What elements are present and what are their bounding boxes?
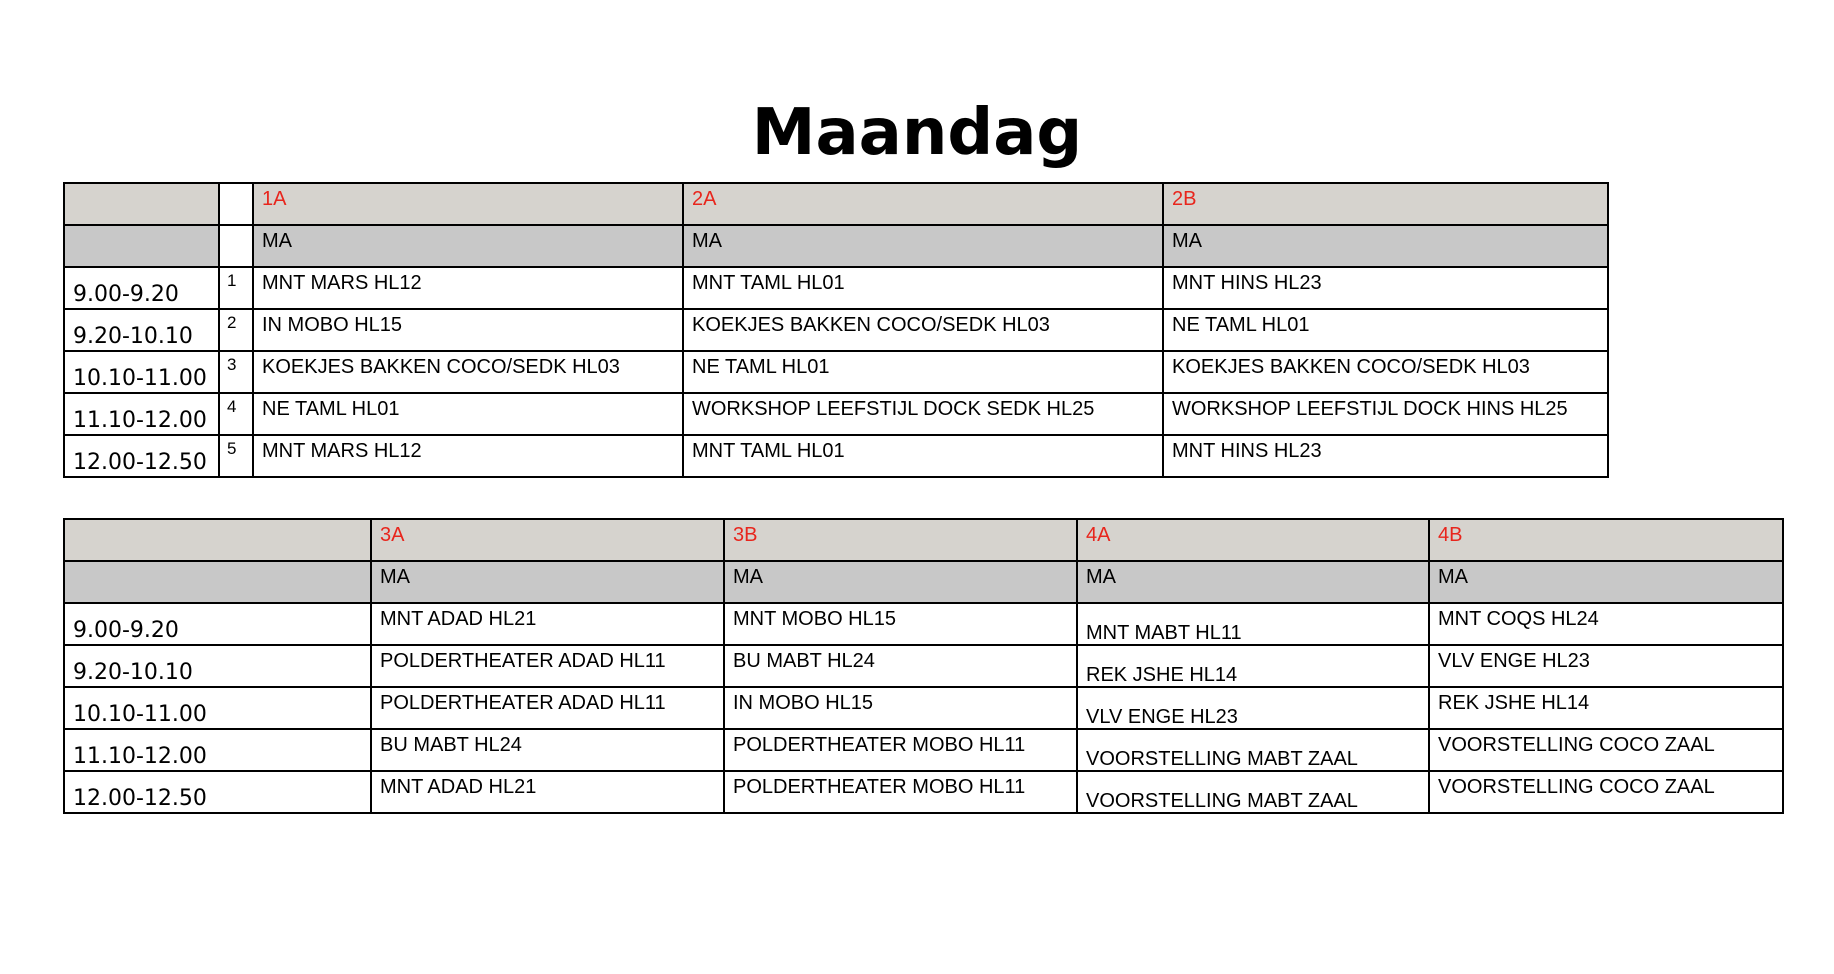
day-label: MA	[1429, 561, 1783, 603]
lesson-cell: REK JSHE HL14	[1077, 645, 1429, 687]
group-header: 4B	[1429, 519, 1783, 561]
lesson-cell: BU MABT HL24	[371, 729, 724, 771]
day-label: MA	[253, 225, 683, 267]
lesson-cell: NE TAML HL01	[1163, 309, 1608, 351]
day-label: MA	[724, 561, 1077, 603]
lesson-cell: KOEKJES BAKKEN COCO/SEDK HL03	[683, 309, 1163, 351]
table-row	[64, 435, 1608, 477]
page-title: Maandag	[751, 96, 1083, 170]
time-cell: 9.20-10.10	[64, 309, 219, 351]
table-row	[64, 687, 1783, 729]
lesson-cell: POLDERTHEATER MOBO HL11	[724, 771, 1077, 813]
period-number: 4	[219, 393, 253, 435]
lesson-cell: NE TAML HL01	[683, 351, 1163, 393]
time-cell: 12.00-12.50	[64, 435, 219, 477]
group-header: 3A	[371, 519, 724, 561]
lesson-cell: VOORSTELLING MABT ZAAL	[1077, 771, 1429, 813]
day-label: MA	[1163, 225, 1608, 267]
lesson-cell: VLV ENGE HL23	[1077, 687, 1429, 729]
day-label: MA	[371, 561, 724, 603]
lesson-cell: IN MOBO HL15	[724, 687, 1077, 729]
lesson-cell: MNT TAML HL01	[683, 267, 1163, 309]
group-header: 1A	[253, 183, 683, 225]
group-header: 2B	[1163, 183, 1608, 225]
table-row	[64, 603, 1783, 645]
day-label: MA	[683, 225, 1163, 267]
table-row	[64, 393, 1608, 435]
lesson-cell: VOORSTELLING COCO ZAAL	[1429, 771, 1783, 813]
period-number: 5	[219, 435, 253, 477]
header-empty-cell	[219, 225, 253, 267]
day-header-row	[64, 561, 1783, 603]
lesson-cell: POLDERTHEATER MOBO HL11	[724, 729, 1077, 771]
group-header: 3B	[724, 519, 1077, 561]
period-number: 3	[219, 351, 253, 393]
lesson-cell: MNT MOBO HL15	[724, 603, 1077, 645]
header-empty-cell	[64, 225, 219, 267]
lesson-cell: MNT HINS HL23	[1163, 267, 1608, 309]
lesson-cell: WORKSHOP LEEFSTIJL DOCK HINS HL25	[1163, 393, 1608, 435]
time-cell: 10.10-11.00	[64, 687, 371, 729]
lesson-cell: MNT MARS HL12	[253, 435, 683, 477]
lesson-cell: WORKSHOP LEEFSTIJL DOCK SEDK HL25	[683, 393, 1163, 435]
group-header: 2A	[683, 183, 1163, 225]
group-header-row	[64, 519, 1783, 561]
lesson-cell: MNT COQS HL24	[1429, 603, 1783, 645]
lesson-cell: MNT MARS HL12	[253, 267, 683, 309]
lesson-cell: NE TAML HL01	[253, 393, 683, 435]
lesson-cell: VLV ENGE HL23	[1429, 645, 1783, 687]
lesson-cell: KOEKJES BAKKEN COCO/SEDK HL03	[253, 351, 683, 393]
lesson-cell: IN MOBO HL15	[253, 309, 683, 351]
lesson-cell: MNT MABT HL11	[1077, 603, 1429, 645]
time-cell: 11.10-12.00	[64, 393, 219, 435]
time-cell: 12.00-12.50	[64, 771, 371, 813]
lesson-cell: MNT TAML HL01	[683, 435, 1163, 477]
header-empty-cell	[64, 561, 371, 603]
period-number: 2	[219, 309, 253, 351]
table-row	[64, 267, 1608, 309]
time-cell: 9.20-10.10	[64, 645, 371, 687]
table-row	[64, 351, 1608, 393]
table-row	[64, 309, 1608, 351]
time-cell: 9.00-9.20	[64, 603, 371, 645]
table-row	[64, 645, 1783, 687]
table-row	[64, 729, 1783, 771]
day-header-row	[64, 225, 1608, 267]
header-empty-cell	[64, 183, 219, 225]
lesson-cell: POLDERTHEATER ADAD HL11	[371, 687, 724, 729]
table-row	[64, 771, 1783, 813]
lesson-cell: REK JSHE HL14	[1429, 687, 1783, 729]
group-header: 4A	[1077, 519, 1429, 561]
header-empty-cell	[219, 183, 253, 225]
time-cell: 10.10-11.00	[64, 351, 219, 393]
lesson-cell: KOEKJES BAKKEN COCO/SEDK HL03	[1163, 351, 1608, 393]
lesson-cell: MNT HINS HL23	[1163, 435, 1608, 477]
header-empty-cell	[64, 519, 371, 561]
lesson-cell: MNT ADAD HL21	[371, 603, 724, 645]
time-cell: 9.00-9.20	[64, 267, 219, 309]
lesson-cell: VOORSTELLING COCO ZAAL	[1429, 729, 1783, 771]
lesson-cell: BU MABT HL24	[724, 645, 1077, 687]
lesson-cell: MNT ADAD HL21	[371, 771, 724, 813]
period-number: 1	[219, 267, 253, 309]
day-label: MA	[1077, 561, 1429, 603]
time-cell: 11.10-12.00	[64, 729, 371, 771]
schedule-table-1	[63, 182, 1609, 478]
lesson-cell: VOORSTELLING MABT ZAAL	[1077, 729, 1429, 771]
schedule-table-2	[63, 518, 1784, 814]
group-header-row	[64, 183, 1608, 225]
lesson-cell: POLDERTHEATER ADAD HL11	[371, 645, 724, 687]
